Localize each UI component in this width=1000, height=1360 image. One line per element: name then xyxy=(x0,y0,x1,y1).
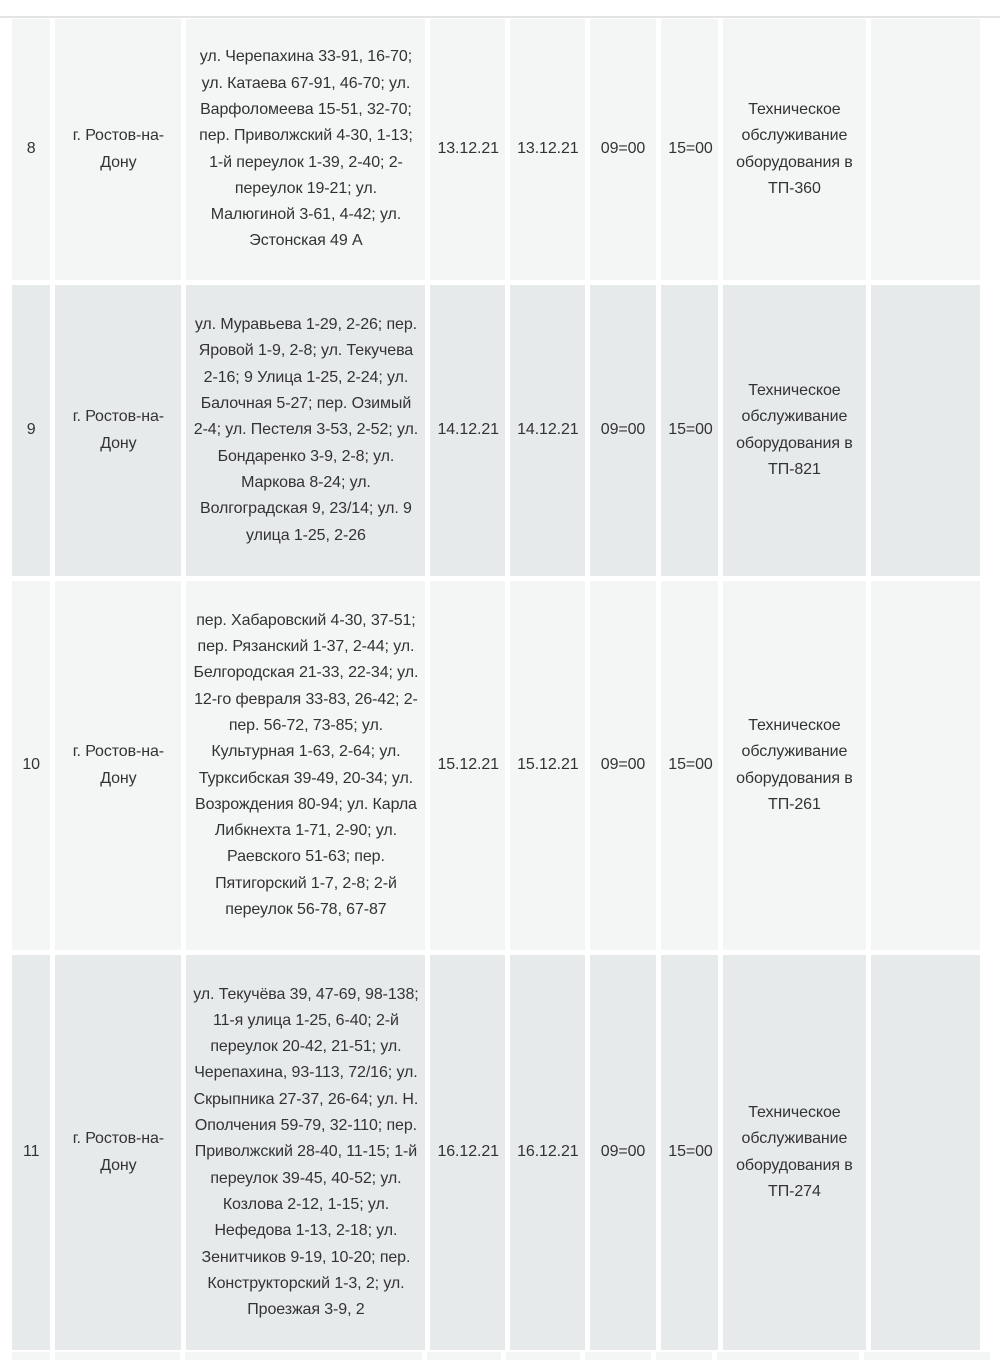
start-date-cell: 15.12.21 xyxy=(430,581,505,950)
start-date-cell: 16.12.21 xyxy=(430,955,505,1350)
end-date-cell: 14.12.21 xyxy=(510,285,585,576)
row-number: 9 xyxy=(12,285,50,576)
end-date-cell: 16.12.21 xyxy=(510,955,585,1350)
address-cell: ул. Муравьева 1-29, 2-26; пер. Яровой 1-9, 2-8; ул. Текучева 2-16; 9 Улица 1-25, 2-24; ул. Балочная 5-27; пер. Озимый 2-4; ул. Пестеля 3-53, 2-52; ул. Бондаренко 3-9, 2-8; ул. Маркова 8-24; ул. Волгоградская 9, 23/14; ул. 9 улица 1-25, 2-26 xyxy=(186,285,425,576)
end-date-cell: 15.12.21 xyxy=(510,581,585,950)
end-time-cell: 15=00 xyxy=(661,19,717,280)
end-time-cell: 15=00 xyxy=(661,581,717,950)
start-time-cell: 09=00 xyxy=(590,19,657,280)
work-description-cell: Техническое обслуживание оборудования в ТП-261 xyxy=(723,581,866,950)
end-time-cell: 15=00 xyxy=(661,285,717,576)
work-description-cell: Техническое обслуживание оборудования в ТП-821 xyxy=(723,285,866,576)
start-date-cell: 14.12.21 xyxy=(430,285,505,576)
start-time-cell: 09=00 xyxy=(590,581,657,950)
row-number: 10 xyxy=(12,581,50,950)
outage-schedule-table xyxy=(7,14,985,1355)
row-number: 11 xyxy=(12,955,50,1350)
table-row xyxy=(12,19,980,280)
work-description-cell: Техническое обслуживание оборудования в ТП-274 xyxy=(723,955,866,1350)
table-row xyxy=(12,285,980,576)
extra-cell xyxy=(871,581,980,950)
next-row-partial xyxy=(12,1352,990,1360)
address-cell: ул. Текучёва 39, 47-69, 98-138; 11-я улица 1-25, 6-40; 2-й переулок 20-42, 21-51; ул. Черепахина, 93-113, 72/16; ул. Скрыпника 27-37, 26-64; ул. Н. Ополчения 59-79, 32-110; пер. Приволжский 28-40, 11-15; 1-й переулок 39-45, 40-52; ул. Козлова 2-12, 1-15; ул. Нефедова 1-13, 2-18; ул. Зенитчиков 9-19, 10-20; пер. Конструкторский 1-3, 2; ул. Проезжая 3-9, 2 xyxy=(186,955,425,1350)
end-date-cell: 13.12.21 xyxy=(510,19,585,280)
end-time-cell: 15=00 xyxy=(661,955,717,1350)
extra-cell xyxy=(871,955,980,1350)
start-time-cell: 09=00 xyxy=(590,955,657,1350)
extra-cell xyxy=(871,285,980,576)
city-cell: г. Ростов-на-Дону xyxy=(55,19,181,280)
city-cell: г. Ростов-на-Дону xyxy=(55,285,181,576)
row-number: 8 xyxy=(12,19,50,280)
table-row xyxy=(12,581,980,950)
city-cell: г. Ростов-на-Дону xyxy=(55,955,181,1350)
start-date-cell: 13.12.21 xyxy=(430,19,505,280)
table-row xyxy=(12,955,980,1350)
work-description-cell: Техническое обслуживание оборудования в ТП-360 xyxy=(723,19,866,280)
start-time-cell: 09=00 xyxy=(590,285,657,576)
address-cell: пер. Хабаровский 4-30, 37-51; пер. Рязанский 1-37, 2-44; ул. Белгородская 21-33, 22-34; ул. 12-го февраля 33-83, 26-42; 2-пер. 56-72, 73-85; ул. Культурная 1-63, 2-64; ул. Турксибская 39-49, 20-34; ул. Возрождения 80-94; ул. Карла Либкнехта 1-71, 2-90; ул. Раевского 51-63; пер. Пятигорский 1-7, 2-8; 2-й переулок 56-78, 67-87 xyxy=(186,581,425,950)
extra-cell xyxy=(871,19,980,280)
city-cell: г. Ростов-на-Дону xyxy=(55,581,181,950)
address-cell: ул. Черепахина 33-91, 16-70; ул. Катаева 67-91, 46-70; ул. Варфоломеева 15-51, 32-70; пер. Приволжский 4-30, 1-13; 1-й переулок 1-39, 2-40; 2-переулок 19-21; ул. Малюгиной 3-61, 4-42; ул. Эстонская 49 А xyxy=(186,19,425,280)
